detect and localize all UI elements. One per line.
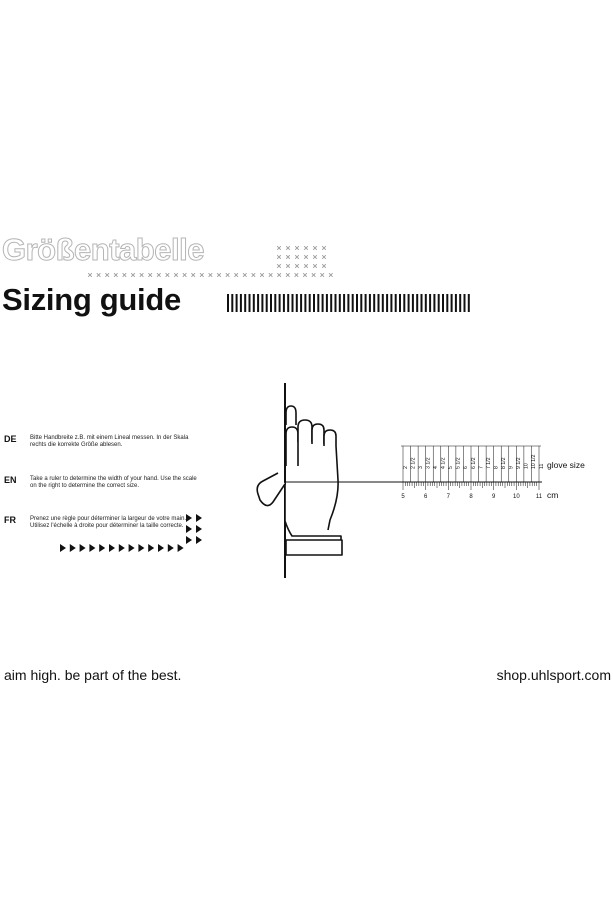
x-mark [243, 273, 247, 277]
stripe [326, 294, 328, 312]
x-mark [183, 273, 187, 277]
x-mark [295, 255, 299, 259]
cm-tick-label: 7 [446, 494, 451, 500]
stripe [249, 294, 251, 312]
triangle-arrow [168, 544, 174, 552]
stripe [339, 294, 341, 312]
x-mark [295, 246, 299, 250]
stripe [283, 294, 285, 312]
x-mark [226, 273, 230, 277]
cuff [286, 540, 342, 555]
glove-size-value: 4 [433, 466, 439, 469]
triangle-arrow [148, 544, 154, 552]
barcode-stripes-decoration [225, 294, 480, 314]
stripe [373, 294, 375, 312]
cm-tick-label: 10 [512, 494, 520, 500]
triangle-arrow [99, 544, 105, 552]
stripe [412, 294, 414, 312]
x-mark [313, 264, 317, 268]
cm-tick-label: 11 [535, 494, 543, 500]
triangle-arrow [158, 544, 164, 552]
x-mark [295, 273, 299, 277]
stripe [347, 294, 349, 312]
glove-size-value: 3 [417, 466, 424, 469]
x-mark [277, 273, 281, 277]
x-mark [88, 273, 92, 277]
stripe [343, 294, 345, 312]
glove-size-value: 3 1/2 [425, 457, 432, 469]
x-mark [303, 273, 307, 277]
stripe [266, 294, 268, 312]
x-mark [217, 273, 221, 277]
page-title: Sizing guide [2, 282, 181, 317]
stripe [360, 294, 362, 312]
x-mark [131, 273, 135, 277]
stripe [287, 294, 289, 312]
x-mark [286, 246, 290, 250]
stripe [244, 294, 246, 312]
stripe [416, 294, 418, 312]
x-mark [313, 246, 317, 250]
triangle-arrow [119, 544, 125, 552]
stripe [270, 294, 272, 312]
stripe [365, 294, 367, 312]
lang-code-en: EN [4, 475, 17, 485]
stripe [304, 294, 306, 312]
stripe [425, 294, 427, 312]
triangle-arrow [138, 544, 144, 552]
stripe [253, 294, 255, 312]
cm-tick-label: 9 [491, 494, 496, 500]
x-mark [277, 255, 281, 259]
triangle-arrows-decoration [60, 510, 220, 560]
x-mark [252, 273, 256, 277]
stripe [257, 294, 259, 312]
glove-size-value: 6 [463, 466, 470, 469]
x-mark [304, 255, 308, 259]
x-mark [105, 273, 109, 277]
stripe [369, 294, 371, 312]
x-mark [200, 273, 204, 277]
glove-size-value: 2 [402, 466, 409, 469]
lang-code-de: DE [4, 434, 17, 444]
stripe [330, 294, 332, 312]
stripe [459, 294, 461, 312]
x-mark [286, 273, 290, 277]
triangle-arrow [186, 514, 192, 522]
footer-slogan: aim high. be part of the best. [4, 667, 182, 683]
stripe [399, 294, 401, 312]
stripe [322, 294, 324, 312]
stripe [446, 294, 448, 312]
glove-size-value: 6 1/2 [470, 457, 477, 469]
glove-size-value: 10 1/2 [531, 454, 538, 469]
instruction-text-de: Bitte Handbreite z.B. mit einem Lineal messen. In der Skala rechts die korrekte Größe ablesen. [30, 435, 189, 449]
stripe [313, 294, 315, 312]
stripe [335, 294, 337, 312]
x-mark [312, 273, 316, 277]
stripe [240, 294, 242, 312]
x-mark [295, 264, 299, 268]
x-mark [286, 264, 290, 268]
glove-size-value: 8 [493, 466, 500, 469]
stripe [356, 294, 358, 312]
stripe [395, 294, 397, 312]
stripe [227, 294, 229, 312]
x-mark [329, 273, 333, 277]
cm-tick-label: 5 [401, 494, 405, 500]
triangle-arrow [109, 544, 115, 552]
stripe [455, 294, 457, 312]
stripe [468, 294, 470, 312]
cm-label: cm [547, 490, 559, 500]
x-mark [286, 255, 290, 259]
triangle-arrow [186, 536, 192, 544]
glove-size-value: 8 1/2 [501, 457, 507, 469]
stripe [292, 294, 294, 312]
cm-tick-label: 8 [469, 494, 473, 500]
triangle-arrow [178, 544, 184, 552]
x-mark [260, 273, 264, 277]
x-mark [277, 264, 281, 268]
x-mark [322, 246, 326, 250]
x-mark [166, 273, 170, 277]
x-mark [269, 273, 273, 277]
x-mark [322, 255, 326, 259]
stripe [442, 294, 444, 312]
instruction-text-fr: Prenez une règle pour déterminer la largeur de votre main. Utilisez l'échelle à droite pour déterminer la taille correcte. [30, 516, 187, 530]
stripe [236, 294, 238, 312]
glove-size-value: 9 1/2 [516, 457, 523, 469]
hand-measure-diagram [240, 380, 613, 580]
stripe [352, 294, 354, 312]
glove-size-value: 4 1/2 [440, 457, 447, 469]
glove-size-value: 9 [508, 466, 515, 469]
x-mark [209, 273, 213, 277]
x-mark [174, 273, 178, 277]
instruction-text-en: Take a ruler to determine the width of your hand. Use the scale on the right to determine the correct size. [30, 476, 197, 490]
x-mark [304, 264, 308, 268]
x-mark [234, 273, 238, 277]
stripe [309, 294, 311, 312]
stripe [296, 294, 298, 312]
triangle-arrow [89, 544, 95, 552]
x-mark [97, 273, 101, 277]
x-mark [277, 246, 281, 250]
triangle-arrow [196, 525, 202, 533]
stripe [231, 294, 233, 312]
x-mark [304, 246, 308, 250]
glove-size-value: 5 1/2 [455, 457, 462, 469]
triangle-arrow [129, 544, 135, 552]
lang-code-fr: FR [4, 515, 16, 525]
stripe [451, 294, 453, 312]
glove-size-value: 10 [523, 463, 530, 469]
stripe [390, 294, 392, 312]
triangle-arrow [186, 525, 192, 533]
glove-size-value: 11 [538, 463, 545, 469]
x-mark [114, 273, 118, 277]
x-mark [191, 273, 195, 277]
x-mark [313, 255, 317, 259]
cm-tick-label: 6 [423, 494, 428, 500]
stripe [433, 294, 435, 312]
glove-size-label: glove size [547, 460, 585, 470]
x-mark [123, 273, 127, 277]
x-mark [322, 264, 326, 268]
stripe [464, 294, 466, 312]
stripe [408, 294, 410, 312]
x-pattern-decoration [0, 240, 613, 280]
x-mark [140, 273, 144, 277]
stripe [261, 294, 263, 312]
triangle-arrow [196, 536, 202, 544]
hand-outline-icon [257, 406, 342, 555]
x-mark [320, 273, 324, 277]
stripe [429, 294, 431, 312]
triangle-arrow [60, 544, 66, 552]
triangle-arrow [80, 544, 86, 552]
stripe [403, 294, 405, 312]
stripe [438, 294, 440, 312]
stripe [378, 294, 380, 312]
glove-size-scale [401, 446, 545, 500]
triangle-arrow [70, 544, 76, 552]
x-mark [148, 273, 152, 277]
stripe [317, 294, 319, 312]
stripe [382, 294, 384, 312]
stripe [274, 294, 276, 312]
triangle-arrow [196, 514, 202, 522]
footer-website[interactable]: shop.uhlsport.com [496, 667, 611, 683]
stripe [386, 294, 388, 312]
x-mark [157, 273, 161, 277]
stripe [421, 294, 423, 312]
glove-size-value: 7 [478, 466, 485, 469]
glove-size-value: 5 [448, 466, 455, 469]
stripe [279, 294, 281, 312]
glove-size-value: 2 1/2 [410, 457, 417, 469]
glove-size-value: 7 1/2 [485, 457, 492, 469]
title-german: Größentabelle [2, 232, 204, 267]
stripe [300, 294, 302, 312]
